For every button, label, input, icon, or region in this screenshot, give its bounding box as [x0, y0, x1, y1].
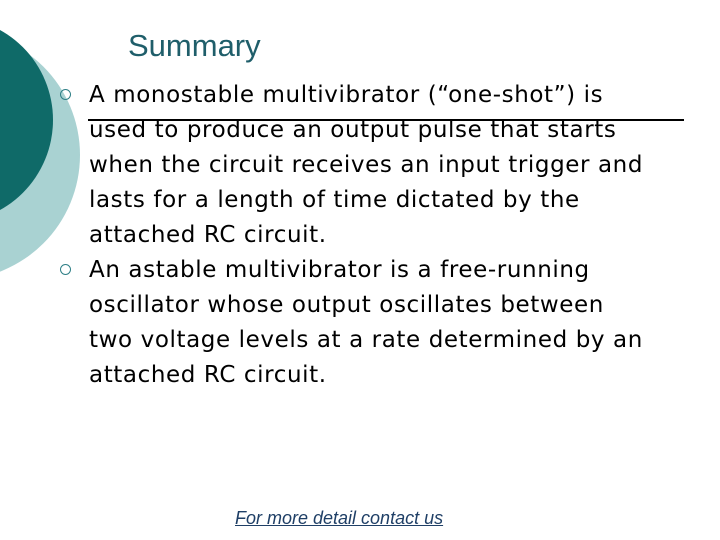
- bullet-circle-icon: [60, 264, 71, 275]
- bullet-item: [60, 78, 650, 253]
- bullet-circle-icon: [60, 89, 71, 100]
- bullet-list: [60, 78, 650, 393]
- slide-title: Summary: [128, 28, 261, 63]
- bullet-text: A monostable multivibrator (“one-shot”) is used to produce an output pulse that starts when the circuit receives an input trigger and lasts for a length of time dictated by the attached RC circuit.: [89, 82, 644, 248]
- bullet-item: [60, 253, 650, 393]
- bullet-text: An astable multivibrator is a free-running oscillator whose output oscillates between two voltage levels at a rate determined by an attached RC circuit.: [89, 257, 643, 388]
- contact-link[interactable]: For more detail contact us: [235, 508, 444, 528]
